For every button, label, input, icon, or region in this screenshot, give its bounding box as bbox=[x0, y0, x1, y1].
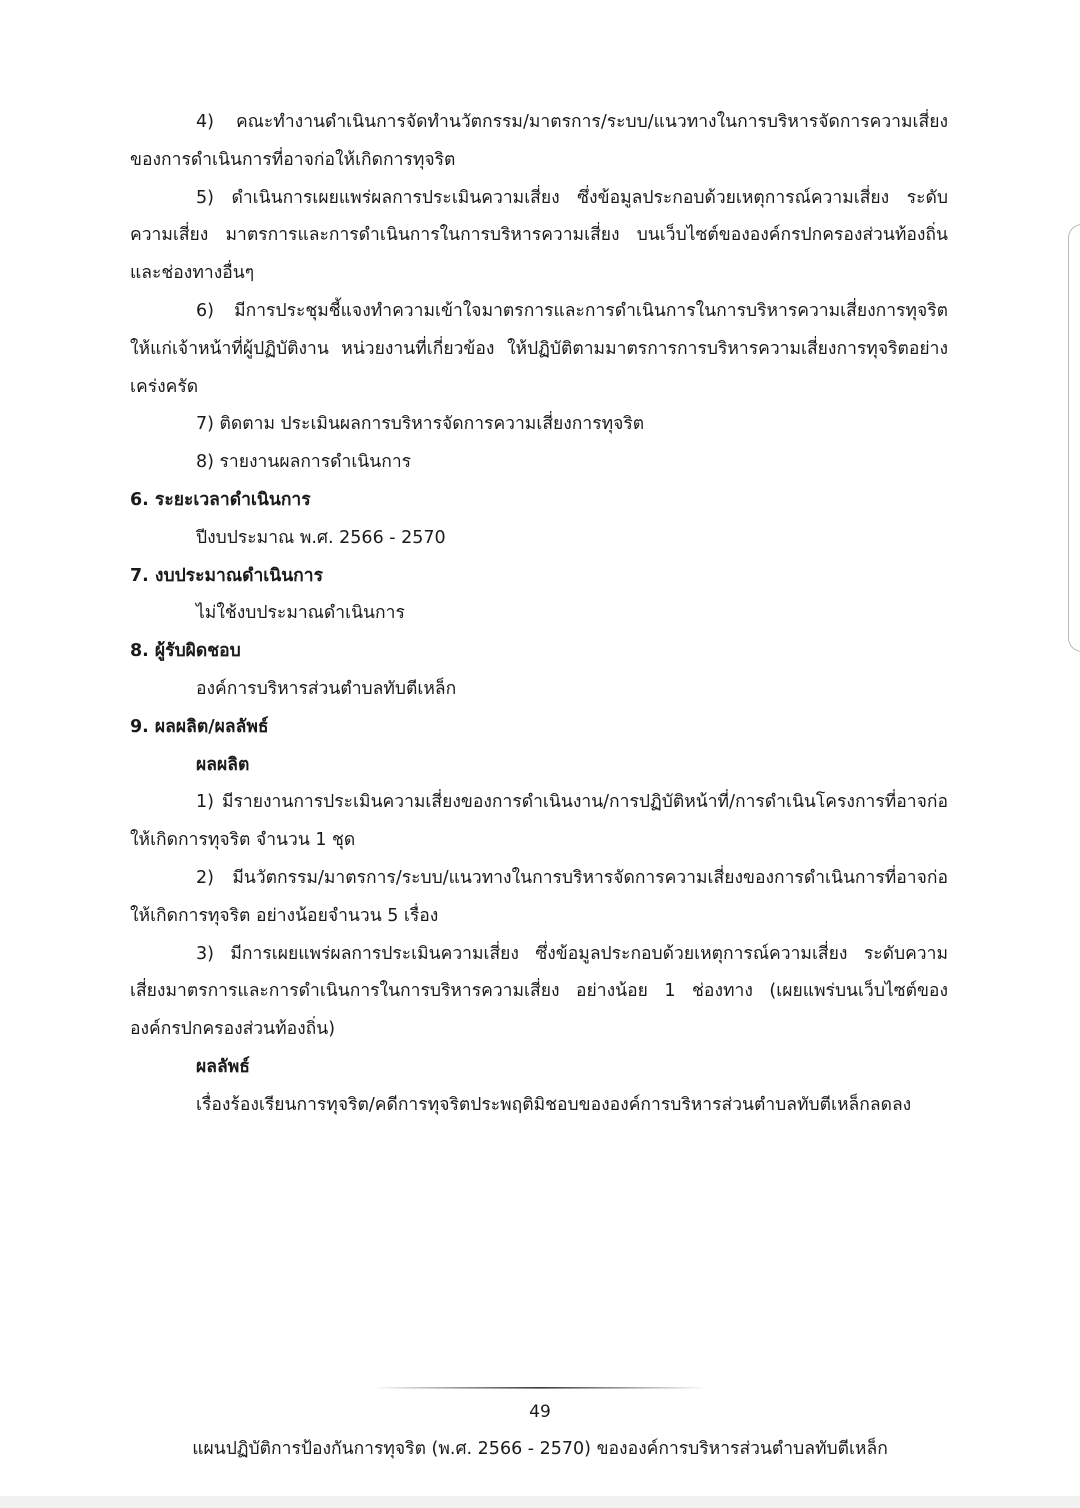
section-8-body: องค์การบริหารส่วนตำบลทับตีเหล็ก bbox=[196, 678, 457, 699]
output-label: ผลผลิต bbox=[196, 754, 250, 775]
outcome-text: เรื่องร้องเรียนการทุจริต/คดีการทุจริตประพฤติมิชอบขององค์การบริหารส่วนตำบลทับตีเหล็กลดลง bbox=[196, 1094, 912, 1115]
output-item-2: 2) มีนวัตกรรม/มาตรการ/ระบบ/แนวทางในการบริหารจัดการความเสี่ยงของการดำเนินการที่อาจก่อให้เกิดการทุจริต อย่างน้อยจำนวน 5 เรื่อง bbox=[130, 867, 948, 926]
side-panel-handle[interactable] bbox=[1068, 224, 1080, 652]
section-7-heading: 7. งบประมาณดำเนินการ bbox=[130, 565, 323, 586]
section-8-heading: 8. ผู้รับผิดชอบ bbox=[130, 641, 241, 662]
output-item-3: 3) มีการเผยแพร่ผลการประเมินความเสี่ยง ซึ่งข้อมูลประกอบด้วยเหตุการณ์ความเสี่ยง ระดับความเสี่ยงมาตรการและการดำเนินการในการบริหารความเสี่ยง อย่างน้อย 1 ช่องทาง (เผยแพร่บนเว็บไซต์ขององค์กรปกครองส่วนท้องถิ่น) bbox=[130, 943, 948, 1040]
paragraph-step-5: 5) ดำเนินการเผยแพร่ผลการประเมินความเสี่ยง ซึ่งข้อมูลประกอบด้วยเหตุการณ์ความเสี่ยง ระดับความเสี่ยง มาตรการและการดำเนินการในการบริหารความเสี่ยง บนเว็บไซต์ขององค์กรปกครองส่วนท้องถิ่นและช่องทางอื่นๆ bbox=[130, 187, 948, 284]
paragraph-step-7: 7) ติดตาม ประเมินผลการบริหารจัดการความเสี่ยงการทุจริต bbox=[196, 414, 645, 435]
footer-divider bbox=[372, 1386, 708, 1390]
section-6-body: ปีงบประมาณ พ.ศ. 2566 - 2570 bbox=[196, 527, 446, 548]
viewer-bottom-bar bbox=[0, 1496, 1080, 1508]
section-7-body: ไม่ใช้งบประมาณดำเนินการ bbox=[196, 603, 405, 624]
page-content bbox=[130, 104, 948, 1125]
paragraph-step-6: 6) มีการประชุมชี้แจงทำความเข้าใจมาตรการและการดำเนินการในการบริหารความเสี่ยงการทุจริตให้แก่เจ้าหน้าที่ผู้ปฏิบัติงาน หน่วยงานที่เกี่ยวข้อง ให้ปฏิบัติตามมาตรการการบริหารความเสี่ยงการทุจริตอย่างเคร่งครัด bbox=[130, 300, 948, 397]
section-9-heading: 9. ผลผลิต/ผลลัพธ์ bbox=[130, 716, 269, 737]
paragraph-step-4: 4) คณะทำงานดำเนินการจัดทำนวัตกรรม/มาตรการ/ระบบ/แนวทางในการบริหารจัดการความเสี่ยงของการดำเนินการที่อาจก่อให้เกิดการทุจริต bbox=[130, 112, 948, 170]
page-number: 49 bbox=[529, 1402, 551, 1422]
section-6-heading: 6. ระยะเวลาดำเนินการ bbox=[130, 489, 311, 510]
outcome-label: ผลลัพธ์ bbox=[196, 1056, 250, 1077]
footer-title: แผนปฏิบัติการป้องกันการทุจริต (พ.ศ. 2566 - 2570) ขององค์การบริหารส่วนตำบลทับตีเหล็ก bbox=[192, 1439, 888, 1459]
paragraph-step-8: 8) รายงานผลการดำเนินการ bbox=[196, 452, 412, 473]
output-item-1: 1) มีรายงานการประเมินความเสี่ยงของการดำเนินงาน/การปฏิบัติหน้าที่/การดำเนินโครงการที่อาจก่อให้เกิดการทุจริต จำนวน 1 ชุด bbox=[130, 792, 948, 851]
